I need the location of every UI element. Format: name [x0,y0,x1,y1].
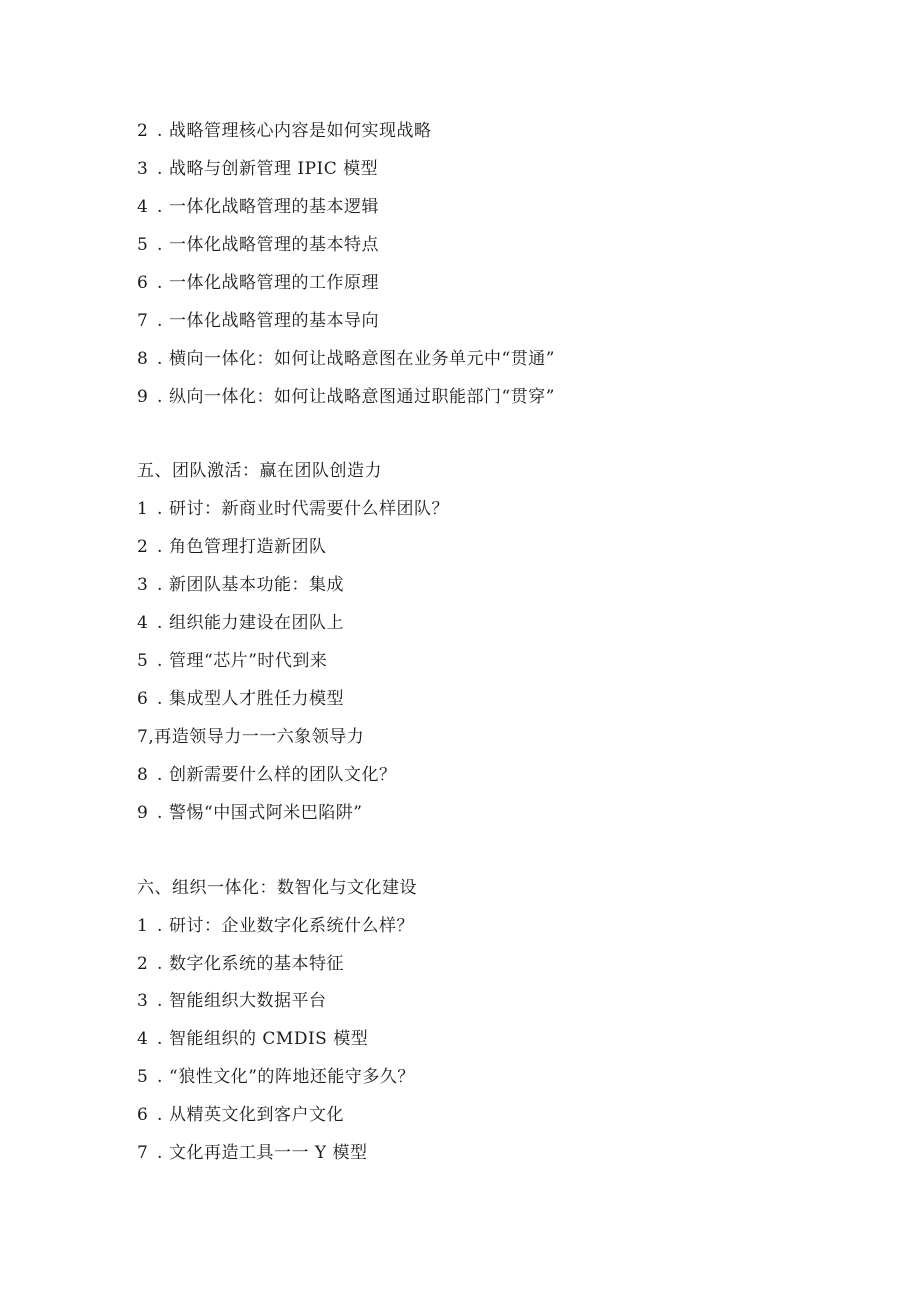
list-item: 7 . 文化再造工具一一 Y 模型 [137,1143,368,1163]
list-item: 2 . 数字化系统的基本特征 [137,954,344,974]
list-item: 1 . 研讨：新商业时代需要什么样团队？ [137,499,449,519]
list-item: 6 . 从精英文化到客户文化 [137,1105,344,1125]
list-item: 7 . 一体化战略管理的基本导向 [137,311,379,331]
list-item: 4 . 一体化战略管理的基本逻辑 [137,197,379,217]
section-heading: 六、组织一体化：数智化与文化建设 [137,878,417,898]
list-item: 2 . 角色管理打造新团队 [137,537,327,557]
list-item: 3 . 智能组织大数据平台 [137,991,327,1011]
list-item: 5 . “狼性文化”的阵地还能守多久？ [137,1067,415,1087]
list-item: 3 . 新团队基本功能：集成 [137,575,344,595]
list-item: 5 . 管理“芯片”时代到来 [137,651,328,671]
list-item: 8 . 创新需要什么样的团队文化？ [137,765,397,785]
list-item: 9 . 警惕“中国式阿米巴陷阱” [137,803,363,823]
list-item: 9 . 纵向一体化：如何让战略意图通过职能部门“贯穿” [137,387,555,407]
list-item: 6 . 集成型人才胜任力模型 [137,689,344,709]
list-item: 2 . 战略管理核心内容是如何实现战略 [137,121,432,141]
list-item: 8 . 横向一体化：如何让战略意图在业务单元中“贯通” [137,349,555,369]
list-item: 3 . 战略与创新管理 IPIC 模型 [137,159,379,179]
list-item: 6 . 一体化战略管理的工作原理 [137,273,379,293]
section-heading: 五、团队激活：赢在团队创造力 [137,461,382,481]
list-item: 4 . 组织能力建设在团队上 [137,613,344,633]
list-item: 7,再造领导力一一六象领导力 [137,727,365,747]
list-item: 1 . 研讨：企业数字化系统什么样？ [137,916,414,936]
list-item: 5 . 一体化战略管理的基本特点 [137,235,379,255]
list-item: 4 . 智能组织的 CMDIS 模型 [137,1029,369,1049]
